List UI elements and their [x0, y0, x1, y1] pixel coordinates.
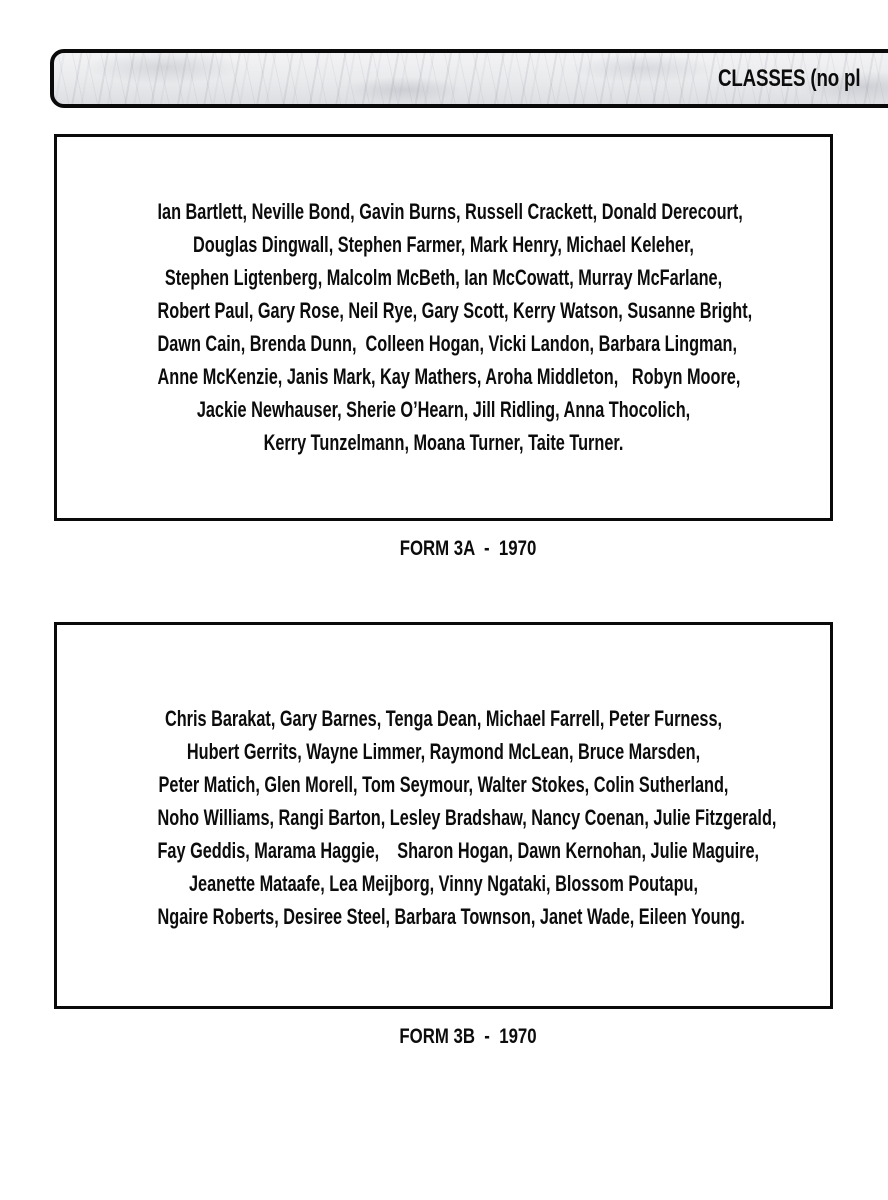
names-line: Peter Matich, Glen Morell, Tom Seymour, Walter Stokes, Colin Sutherland,: [158, 772, 729, 797]
names-line: Dawn Cain, Brenda Dunn, Colleen Hogan, Vicki Landon, Barbara Lingman,: [157, 331, 738, 356]
names-line: Chris Barakat, Gary Barnes, Tenga Dean, Michael Farrell, Peter Furness,: [164, 706, 723, 731]
form-3b-caption: FORM 3B - 1970: [399, 1025, 537, 1048]
form-3a-box: [54, 134, 833, 521]
names-line: Noho Williams, Rangi Barton, Lesley Bradshaw, Nancy Coenan, Julie Fitzgerald,: [157, 805, 777, 830]
names-line: Ngaire Roberts, Desiree Steel, Barbara Townson, Janet Wade, Eileen Young.: [157, 904, 745, 929]
names-line: Jeanette Mataafe, Lea Meijborg, Vinny Ngataki, Blossom Poutapu,: [188, 871, 699, 896]
form-3a-names: [57, 137, 830, 459]
names-line: Stephen Ligtenberg, Malcolm McBeth, Ian McCowatt, Murray McFarlane,: [164, 265, 723, 290]
names-line: Hubert Gerrits, Wayne Limmer, Raymond McLean, Bruce Marsden,: [186, 739, 701, 764]
names-line: Jackie Newhauser, Sherie O’Hearn, Jill Ridling, Anna Thocolich,: [196, 397, 691, 422]
banner-title: CLASSES (no pl: [718, 64, 861, 92]
names-line: Ian Bartlett, Neville Bond, Gavin Burns, Russell Crackett, Donald Derecourt,: [157, 199, 743, 224]
form-3a-caption: FORM 3A - 1970: [399, 537, 537, 560]
names-line: Douglas Dingwall, Stephen Farmer, Mark Henry, Michael Keleher,: [193, 232, 694, 257]
classes-banner: [50, 49, 888, 108]
names-line: Fay Geddis, Marama Haggie, Sharon Hogan, Dawn Kernohan, Julie Maguire,: [157, 838, 760, 863]
names-line: Anne McKenzie, Janis Mark, Kay Mathers, Aroha Middleton, Robyn Moore,: [157, 364, 741, 389]
form-3b-box: [54, 622, 833, 1009]
names-line: Robert Paul, Gary Rose, Neil Rye, Gary Scott, Kerry Watson, Susanne Bright,: [157, 298, 753, 323]
form-3b-names: [57, 625, 830, 933]
names-line: Kerry Tunzelmann, Moana Turner, Taite Turner.: [263, 430, 624, 455]
